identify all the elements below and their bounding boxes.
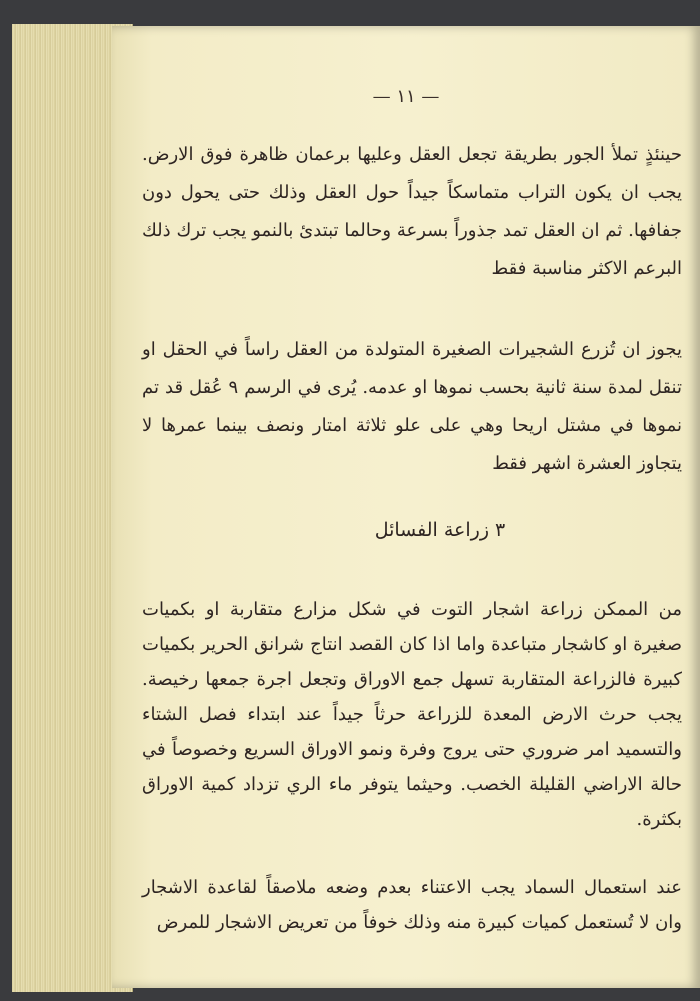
paragraph-planting-cuttings: حينئذٍ تملأ الجور بطريقة تجعل العقل وعليها برعمان ظاهرة فوق الارض. يجب ان يكون التراب متماسكاً جيداً حول العقل وذلك حتى يحول دون جفافها. ثم ان العقل تمد جذوراً بسرعة وحالما تبتدئ بالنمو يجب ترك ذلك البرعم الاكثر مناسبة فقط [142, 144, 682, 279]
book-page [112, 26, 700, 988]
page-number: — ١١ — [372, 86, 440, 107]
paragraph-young-shrubs: يجوز ان تُزرع الشجيرات الصغيرة المتولدة من العقل راساً في الحقل او تنقل لمدة سنة ثانية بحسب نموها او عدمه. يُرى في الرسم ٩ عُقل قد تم نموها في مشتل اريحا وهي على علو ثلاثة امتار ونصف بينما عمرها لا يتجاوز العشرة اشهر فقط [142, 339, 682, 474]
page-content [112, 26, 700, 988]
paragraph-fertilizer: عند استعمال السماد يجب الاعتناء بعدم وضعه ملاصقاً لقاعدة الاشجار وان لا تُستعمل كميات كبيرة منه وذلك خوفاً من تعريض الاشجار للمرض [142, 877, 682, 933]
section-heading: ٣ زراعة الفسائل [374, 519, 506, 541]
paragraph-mulberry-planting: من الممكن زراعة اشجار التوت في شكل مزارع متقاربة او بكميات صغيرة او كاشجار متباعدة واما اذا كان القصد انتاج شرانق الحرير بكميات كبيرة فالزراعة المتقاربة تسهل جمع الاوراق وتجعل اجرة جمعها رخيصة. يجب حرث الارض المعدة للزراعة حرثاً جيداً عند ابتداء فصل الشتاء والتسميد امر ضروري حتى يروج وفرة ونمو الاوراق السريع وخصوصاً في حالة الاراضي القليلة الخصب. وحيثما يتوفر ماء الري تزداد كمية الاوراق بكثرة. [142, 599, 682, 830]
